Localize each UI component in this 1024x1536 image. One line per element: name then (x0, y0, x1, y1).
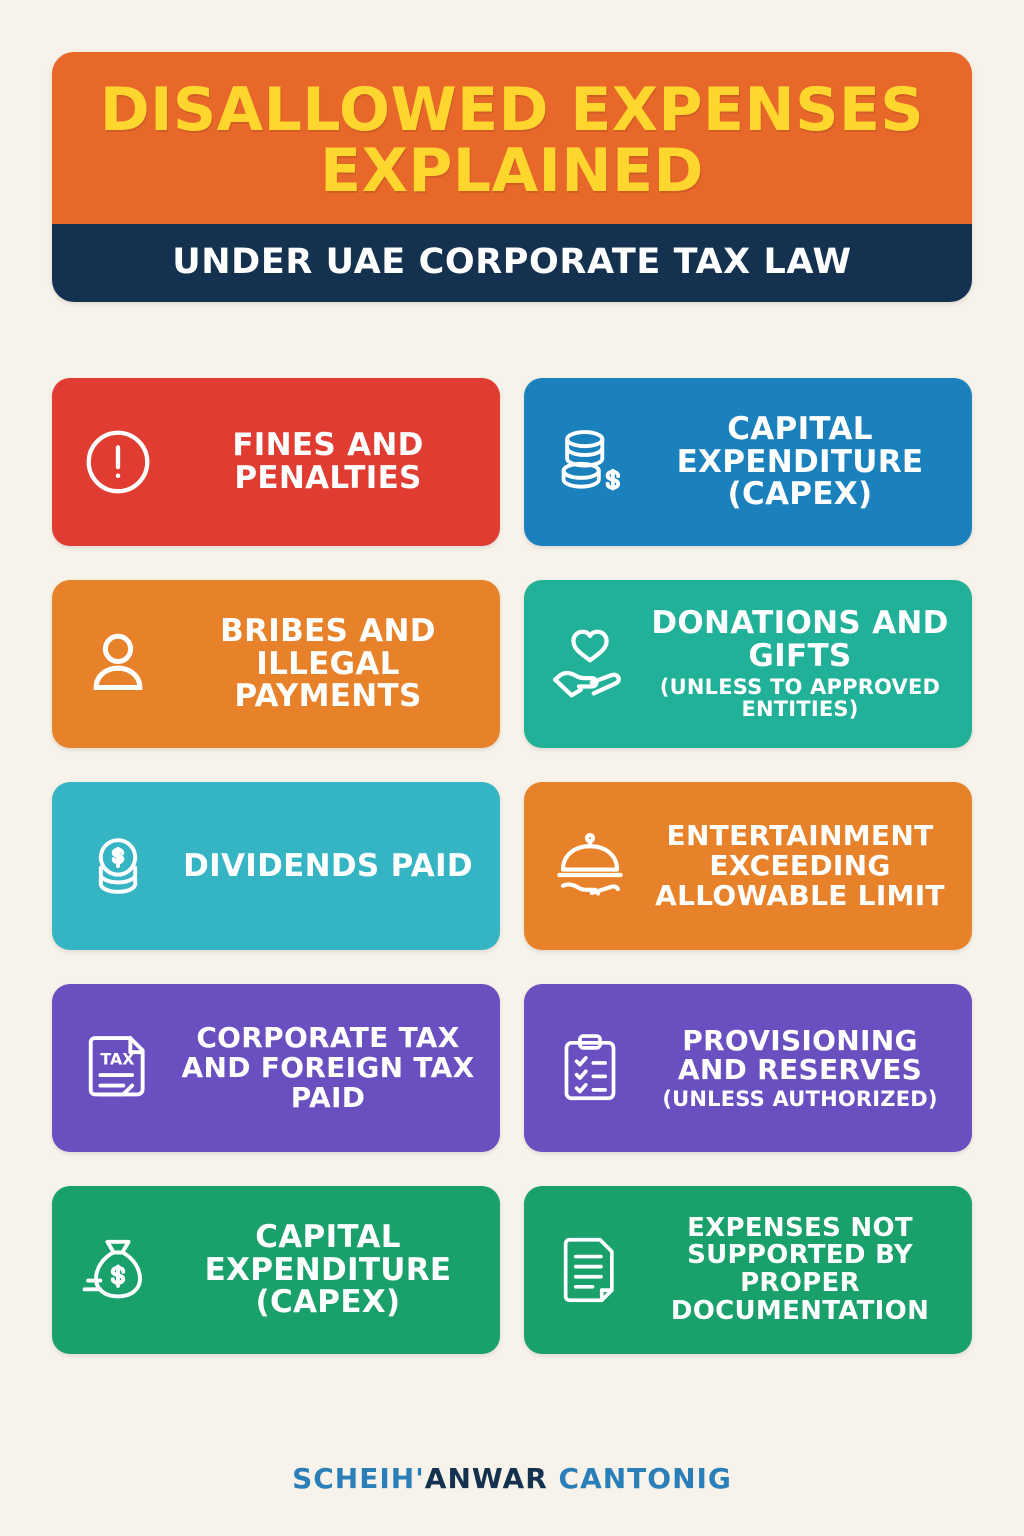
card-label: ENTERTAINMENT EXCEEDING ALLOWABLE LIMIT (655, 819, 945, 912)
footer-part-3: CANTONIG (558, 1462, 732, 1495)
coin-dollar-icon (70, 818, 166, 914)
card-note: (UNLESS TO APPROVED ENTITIES) (659, 675, 941, 722)
card-text (172, 1023, 486, 1112)
card-label: BRIBES AND ILLEGAL PAYMENTS (220, 612, 436, 715)
card-text (644, 821, 958, 910)
document-lines-icon (542, 1222, 638, 1318)
card-note: (UNLESS AUTHORIZED) (662, 1087, 938, 1112)
card-label: CORPORATE TAX AND FOREIGN TAX PAID (181, 1021, 475, 1114)
card-text (644, 1212, 958, 1326)
card-text (172, 612, 486, 715)
card-text (644, 607, 958, 720)
card-label: CAPITAL EXPENDITURE (CAPEX) (204, 1218, 452, 1321)
food-cloche-icon (542, 818, 638, 914)
card-bribes-and-illegal-payments (52, 580, 500, 748)
card-text (644, 1023, 958, 1112)
card-label: FINES AND PENALTIES (232, 427, 424, 496)
card-label: PROVISIONING AND RESERVES (677, 1023, 923, 1087)
header-subtitle-band (52, 224, 972, 302)
card-capital-expenditure-capex (524, 378, 972, 546)
header-title-band (52, 52, 972, 224)
card-fines-and-penalties (52, 378, 500, 546)
svg-text:TAX: TAX (100, 1049, 135, 1069)
poster-header (52, 52, 972, 302)
card-label: DONATIONS AND GIFTS (651, 605, 949, 675)
card-corporate-tax-and-foreign-tax-paid (52, 984, 500, 1152)
card-text (172, 429, 486, 495)
card-text (172, 847, 486, 884)
card-donations-and-gifts (524, 580, 972, 748)
card-label: DIVIDENDS PAID (183, 847, 473, 884)
card-label: CAPITAL EXPENDITURE (CAPEX) (676, 410, 924, 513)
card-provisioning-and-reserves (524, 984, 972, 1152)
card-expenses-not-supported-by-documentation (524, 1186, 972, 1354)
page-subtitle: UNDER UAE CORPORATE TAX LAW (172, 242, 852, 283)
page-title: DISALLOWED EXPENSES EXPLAINED (99, 75, 925, 207)
hand-heart-icon (542, 616, 638, 712)
card-label: EXPENSES NOT SUPPORTED BY PROPER DOCUMENTATION (670, 1212, 930, 1326)
card-dividends-paid (52, 782, 500, 950)
money-bag-icon (70, 1222, 166, 1318)
cards-grid (52, 378, 972, 1354)
footer-credit (0, 1462, 1024, 1495)
card-entertainment-exceeding-allowable-limit (524, 782, 972, 950)
footer-part-1: SCHEIH' (292, 1462, 425, 1495)
card-capital-expenditure-capex-2 (52, 1186, 500, 1354)
footer-part-2: ANWAR (424, 1462, 548, 1495)
card-text (172, 1218, 486, 1321)
person-icon (70, 616, 166, 712)
clipboard-checklist-icon (542, 1020, 638, 1116)
coin-stack-dollar-icon (542, 414, 638, 510)
card-text (644, 410, 958, 513)
exclamation-circle-icon (70, 414, 166, 510)
tax-document-icon (70, 1020, 166, 1116)
